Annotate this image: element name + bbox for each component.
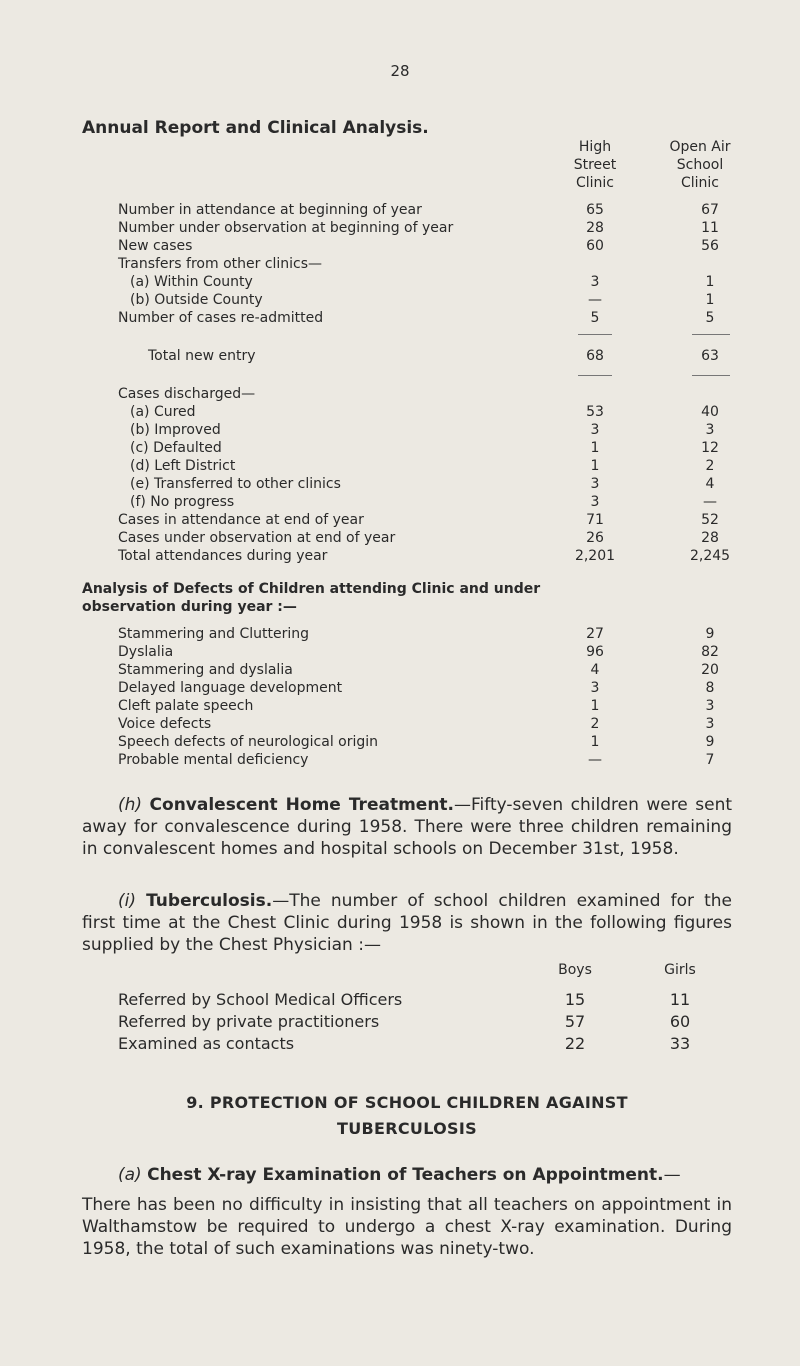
high-street-value: 1	[590, 734, 600, 750]
row-label: Cleft palate speech	[118, 698, 254, 714]
high-street-value: 96	[586, 644, 604, 660]
table-row	[0, 348, 800, 364]
open-air-value: 67	[701, 202, 719, 218]
tuberculosis-paragraph	[82, 890, 732, 956]
open-air-value: 3	[705, 698, 715, 714]
row-label: Number of cases re-admitted	[118, 310, 324, 326]
high-street-value: —	[588, 752, 602, 768]
open-air-value: 1	[705, 292, 715, 308]
section-title: Annual Report and Clinical Analysis.	[82, 118, 429, 138]
open-air-value: 12	[701, 440, 719, 456]
row-label: (b) Improved	[130, 422, 221, 438]
high-street-value: 68	[586, 348, 604, 364]
table-row	[0, 734, 800, 750]
open-air-value: 2	[705, 458, 715, 474]
sum-rule	[578, 375, 612, 376]
row-label: Cases discharged—	[118, 386, 256, 402]
row-label: Examined as contacts	[118, 1034, 295, 1053]
open-air-value: 28	[701, 530, 719, 546]
table-row	[0, 238, 800, 254]
high-street-value: 2	[590, 716, 600, 732]
high-street-value: 3	[590, 680, 600, 696]
open-air-value: 3	[705, 716, 715, 732]
table-row	[0, 626, 800, 642]
paragraph-heading: Convalescent Home Treatment.	[149, 795, 455, 815]
table-row	[0, 404, 800, 420]
table-row	[0, 680, 800, 696]
row-label: (a) Within County	[130, 274, 253, 290]
row-label: Transfers from other clinics—	[118, 256, 323, 272]
item-marker: (h)	[118, 795, 143, 815]
row-label: Total new entry	[148, 348, 256, 364]
open-air-value: 11	[701, 220, 719, 236]
paragraph-text: —The number of school children examined for the first time at the Chest Clinic during 1958 is shown in the following figures supplied by the Chest Physician :—	[82, 891, 733, 955]
row-label: Speech defects of neurological origin	[118, 734, 379, 750]
row-label: Voice defects	[118, 716, 212, 732]
open-air-value: —	[703, 494, 717, 510]
table-row	[0, 476, 800, 492]
girls-header: Girls	[664, 962, 696, 978]
open-air-value: 4	[705, 476, 715, 492]
paragraph-heading: Tuberculosis.	[146, 891, 273, 911]
row-label: Referred by private practitioners	[118, 1012, 380, 1031]
high-street-value: 4	[590, 662, 600, 678]
table-row	[0, 220, 800, 236]
column-header-line: Open Air	[669, 139, 731, 155]
high-street-value: 53	[586, 404, 604, 420]
open-air-value: 56	[701, 238, 719, 254]
open-air-value: 9	[705, 734, 715, 750]
high-street-value: 1	[590, 458, 600, 474]
row-label: Stammering and dyslalia	[118, 662, 293, 678]
table-row	[0, 530, 800, 546]
table-row	[0, 716, 800, 732]
table-row	[0, 458, 800, 474]
paragraph-text: —Fifty-seven children were sent away for convalescence during 1958. There were three children remaining in convalescent homes and hospital schools on December 31st, 1958.	[82, 795, 733, 859]
high-street-value: 60	[586, 238, 604, 254]
table-row	[0, 512, 800, 528]
column-header-line: Clinic	[575, 175, 614, 191]
column-header-line: Clinic	[680, 175, 719, 191]
open-air-value: 52	[701, 512, 719, 528]
high-street-value: 71	[586, 512, 604, 528]
sum-rule	[692, 375, 730, 376]
row-label: (e) Transferred to other clinics	[130, 476, 341, 492]
protection-heading-line: 9. PROTECTION OF SCHOOL CHILDREN AGAINST	[186, 1093, 628, 1112]
high-street-value: 26	[586, 530, 604, 546]
xray-paragraph: There has been no difficulty in insisting that all teachers on appointment in Walthamstow be required to undergo a chest X-ray examination. During 1958, the total of such examinations was ninety-two.	[82, 1195, 732, 1259]
sum-rule	[578, 334, 612, 335]
high-street-value: 3	[590, 494, 600, 510]
boys-value: 57	[564, 1012, 586, 1031]
table-row	[0, 752, 800, 768]
row-label: Number in attendance at beginning of year	[118, 202, 422, 218]
girls-value: 11	[669, 990, 691, 1009]
open-air-value: 40	[701, 404, 719, 420]
table-row	[0, 422, 800, 438]
table-row	[0, 202, 800, 218]
defects-heading: Analysis of Defects of Children attending Clinic and under observation during year :—	[82, 581, 541, 615]
table-row	[0, 310, 800, 326]
row-label: Dyslalia	[118, 644, 174, 660]
protection-heading-line: TUBERCULOSIS	[337, 1119, 477, 1138]
row-label: Cases under observation at end of year	[118, 530, 396, 546]
heading-dash: —	[663, 1165, 681, 1185]
column-header-open-air	[650, 138, 750, 192]
row-label: Referred by School Medical Officers	[118, 990, 403, 1009]
table-row	[0, 256, 800, 272]
table-row	[0, 662, 800, 678]
high-street-value: 5	[590, 310, 600, 326]
page-number: 28	[390, 62, 410, 80]
row-label: (b) Outside County	[130, 292, 263, 308]
open-air-value: 8	[705, 680, 715, 696]
boys-header: Boys	[558, 962, 592, 978]
xray-heading-line	[82, 1164, 732, 1186]
boys-value: 22	[564, 1034, 586, 1053]
item-marker: (a)	[118, 1165, 142, 1185]
table-row	[0, 292, 800, 308]
open-air-value: 82	[701, 644, 719, 660]
open-air-value: 7	[705, 752, 715, 768]
column-header-line: Street	[573, 157, 617, 173]
item-marker: (i)	[118, 891, 136, 911]
table-row	[0, 386, 800, 402]
table-row	[0, 698, 800, 714]
column-header-high-street	[560, 138, 630, 192]
paragraph-heading: Chest X-ray Examination of Teachers on Appointment.	[147, 1165, 664, 1185]
row-label: (a) Cured	[130, 404, 196, 420]
open-air-value: 3	[705, 422, 715, 438]
row-label: Cases in attendance at end of year	[118, 512, 364, 528]
column-header-line: High	[578, 139, 612, 155]
open-air-value: 9	[705, 626, 715, 642]
high-street-value: 1	[590, 698, 600, 714]
high-street-value: 2,201	[574, 548, 616, 564]
open-air-value: 2,245	[690, 548, 731, 564]
high-street-value: 1	[590, 440, 600, 456]
table-row	[0, 644, 800, 660]
high-street-value: 65	[586, 202, 604, 218]
high-street-value: 27	[586, 626, 604, 642]
high-street-value: 3	[590, 422, 600, 438]
row-label: (c) Defaulted	[130, 440, 222, 456]
row-label: Delayed language development	[118, 680, 343, 696]
high-street-value: 3	[590, 476, 600, 492]
row-label: (f) No progress	[130, 494, 235, 510]
column-header-line: School	[676, 157, 724, 173]
convalescent-paragraph	[82, 794, 732, 860]
sum-rule	[692, 334, 730, 335]
girls-value: 60	[669, 1012, 691, 1031]
table-row	[0, 440, 800, 456]
table-row	[0, 494, 800, 510]
row-label: Probable mental deficiency	[118, 752, 309, 768]
open-air-value: 5	[705, 310, 715, 326]
girls-value: 33	[669, 1034, 691, 1053]
high-street-value: —	[588, 292, 602, 308]
table-row	[0, 548, 800, 564]
high-street-value: 3	[590, 274, 600, 290]
open-air-value: 20	[701, 662, 719, 678]
protection-heading	[82, 1090, 732, 1142]
boys-value: 15	[564, 990, 586, 1009]
row-label: (d) Left District	[130, 458, 236, 474]
open-air-value: 1	[705, 274, 715, 290]
open-air-value: 63	[701, 348, 719, 364]
row-label: Number under observation at beginning of year	[118, 220, 454, 236]
table-row	[0, 274, 800, 290]
high-street-value: 28	[586, 220, 604, 236]
row-label: Stammering and Cluttering	[118, 626, 310, 642]
row-label: Total attendances during year	[118, 548, 328, 564]
row-label: New cases	[118, 238, 193, 254]
